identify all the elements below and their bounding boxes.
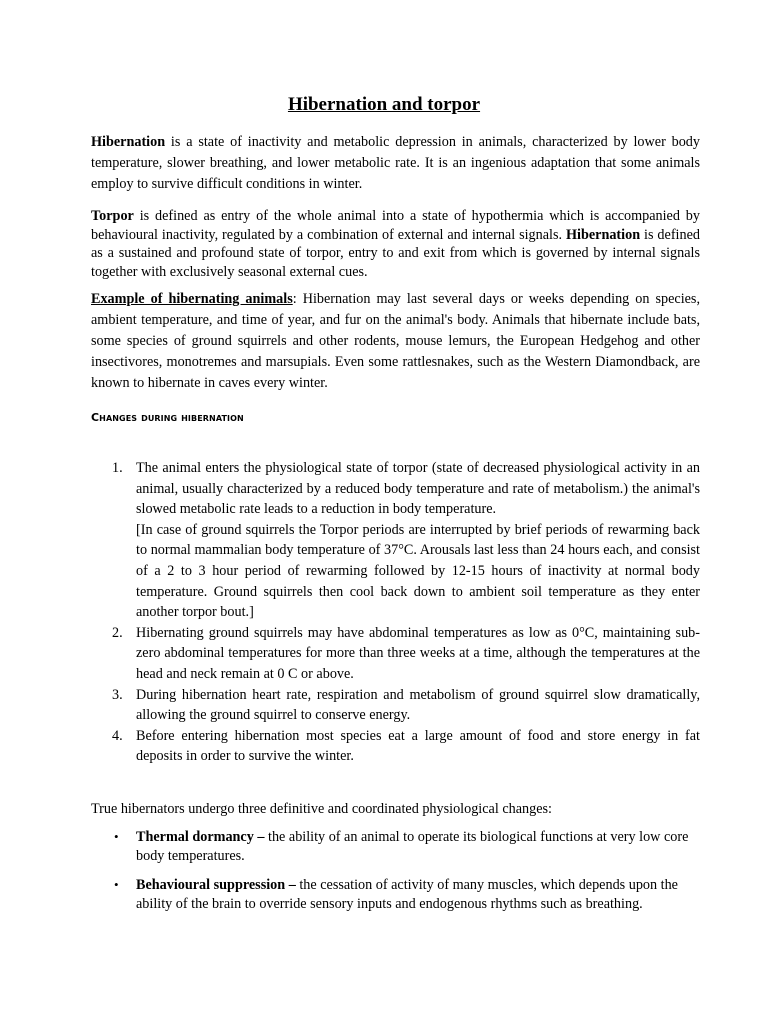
list-text: Before entering hibernation most species eat a large amount of food and store energy in fat deposits in order to survive the winter.	[136, 727, 700, 765]
list-text: During hibernation heart rate, respiration and metabolism of ground squirrel slow dramatically, allowing the ground squirrel to conserve energy.	[136, 686, 700, 724]
section-heading-changes: Changes during hibernation	[91, 411, 244, 424]
list-number: 1.	[112, 460, 123, 476]
intro-text: is a state of inactivity and metabolic depression in animals, characterized by lower body temperature, slower breathing, and lower metabolic rate. It is an ingenious adaptation that some animals employ to survive difficult conditions in winter.	[91, 134, 700, 192]
examples-heading: Example of hibernating animals	[91, 291, 293, 307]
list-item	[91, 876, 700, 913]
torpor-paragraph	[91, 207, 700, 281]
list-item	[91, 458, 700, 623]
intro-paragraph	[91, 132, 700, 195]
feature-term: Thermal dormancy –	[136, 829, 265, 845]
hibernation-term: Hibernation	[565, 226, 641, 243]
features-list	[91, 828, 700, 924]
list-number: 2.	[112, 624, 123, 641]
bullet-icon: •	[114, 829, 119, 844]
list-number: 4.	[112, 727, 123, 744]
intro-term: Hibernation	[91, 134, 166, 150]
list-item	[91, 828, 700, 865]
changes-list	[91, 458, 700, 767]
torpor-text-1: is defined as entry of the whole animal into a state of hypothermia which is accompanied by behavioural inactivity, regulated by a combination of external and internal signals.	[91, 208, 700, 243]
page-title: Hibernation and torpor	[287, 94, 481, 115]
list-item	[91, 623, 700, 685]
list-item	[91, 685, 700, 726]
list-number: 3.	[112, 686, 123, 703]
bullet-icon: •	[114, 877, 119, 892]
list-note: [In case of ground squirrels the Torpor periods are interrupted by brief periods of rewarming back to normal mammalian body temperature of 37°C. Arousals last less than 24 hours each, and consist of a 2 to 3 hour period of rewarming followed by 12-15 hours of inactivity at normal body temperature. Ground squirrels then cool back down to ambient soil temperature as they enter another torpor bout.]	[136, 521, 700, 621]
examples-text: : Hibernation may last several days or weeks depending on species, ambient temperature, and time of year, and fur on the animal's body. Animals that hibernate include bats, some species of ground squirrels and other rodents, mouse lemurs, the European Hedgehog and other insectivores, monotremes and marsupials. Even some rattlesnakes, such as the Western Diamondback, are known to hibernate in caves every winter.	[91, 291, 701, 391]
feature-text: the cessation of activity of many muscles, which depends upon the ability of the brain to override sensory inputs and endogenous rhythms such as breathing.	[136, 877, 678, 912]
list-text: Hibernating ground squirrels may have abdominal temperatures as low as 0°C, maintaining sub-zero abdominal temperatures for more than three weeks at a time, although the temperatures at the head and neck remain at 0 C or above.	[136, 624, 700, 682]
examples-paragraph	[91, 289, 700, 394]
feature-text: the ability of an animal to operate its biological functions at very low core body temperatures.	[136, 829, 689, 864]
list-item	[91, 726, 700, 767]
feature-term: Behavioural suppression –	[136, 877, 296, 893]
torpor-text-2: is defined as a sustained and profound state of torpor, entry to and exit from which is governed by internal signals together with exclusively seasonal external cues.	[91, 226, 700, 280]
true-hibernators-text: True hibernators undergo three definitive and coordinated physiological changes:	[91, 801, 552, 817]
torpor-term: Torpor	[91, 208, 134, 224]
list-text: The animal enters the physiological state of torpor (state of decreased physiological activity in an animal, usually characterized by a reduced body temperature and rate of metabolism.) the animal's slowed metabolic rate leads to a reduction in body temperature.	[136, 460, 700, 518]
